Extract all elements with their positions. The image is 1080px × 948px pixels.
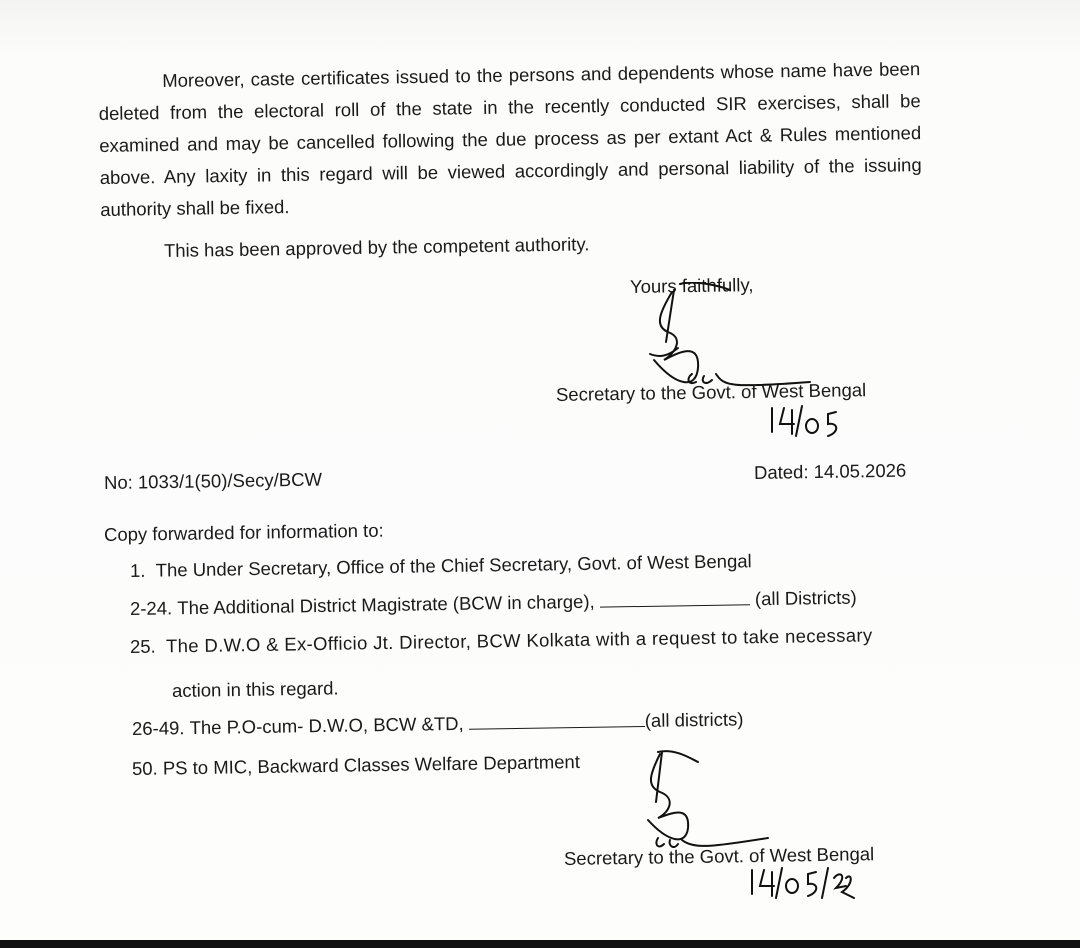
copy-item-5: 50. PS to MIC, Backward Classes Welfare Department <box>131 750 581 779</box>
handwritten-date-1 <box>766 402 856 442</box>
body-paragraph-1: Moreover, caste certificates issued to the persons and dependents whose name have been deleted from the electoral roll of the state in the recently conducted SIR exercises, shall be examined and may be cancelled following the due process as per extant Act & Rules mentioned above. Any laxity in this regard will be viewed accordingly and personal liability of the issuing authority shall be fixed. <box>98 58 922 220</box>
closing-salutation: Yours faithfully, <box>629 274 754 297</box>
approval-paragraph: This has been approved by the competent authority. <box>163 233 590 261</box>
copy-item-4: 26-49. The P.O-cum- D.W.O, BCW &TD, (all districts) <box>131 708 744 739</box>
copy-item-3: 25. The D.W.O & Ex-Officio Jt. Director, BCW Kolkata with a request to take necessary <box>129 624 873 657</box>
copy-heading: Copy forwarded for information to: <box>103 519 384 545</box>
signatory-title-1: Secretary to the Govt. of West Bengal <box>555 379 867 405</box>
handwritten-date-2 <box>746 864 856 904</box>
signatory-title-2: Secretary to the Govt. of West Bengal <box>563 843 875 869</box>
copy-item-1: 1. The Under Secretary, Office of the Chief Secretary, Govt. of West Bengal <box>129 550 752 581</box>
blank-district-line <box>600 590 750 607</box>
memo-date: Dated: 14.05.2026 <box>753 459 907 483</box>
copy-item-3-continuation: action in this regard. <box>171 677 339 701</box>
scan-bottom-edge <box>0 940 1080 948</box>
memo-number: No: 1033/1(50)/Secy/BCW <box>103 468 323 493</box>
copy-item-2: 2-24. The Additional District Magistrate (BCW in charge), (all Districts) <box>129 586 857 619</box>
blank-district-line <box>469 712 645 730</box>
